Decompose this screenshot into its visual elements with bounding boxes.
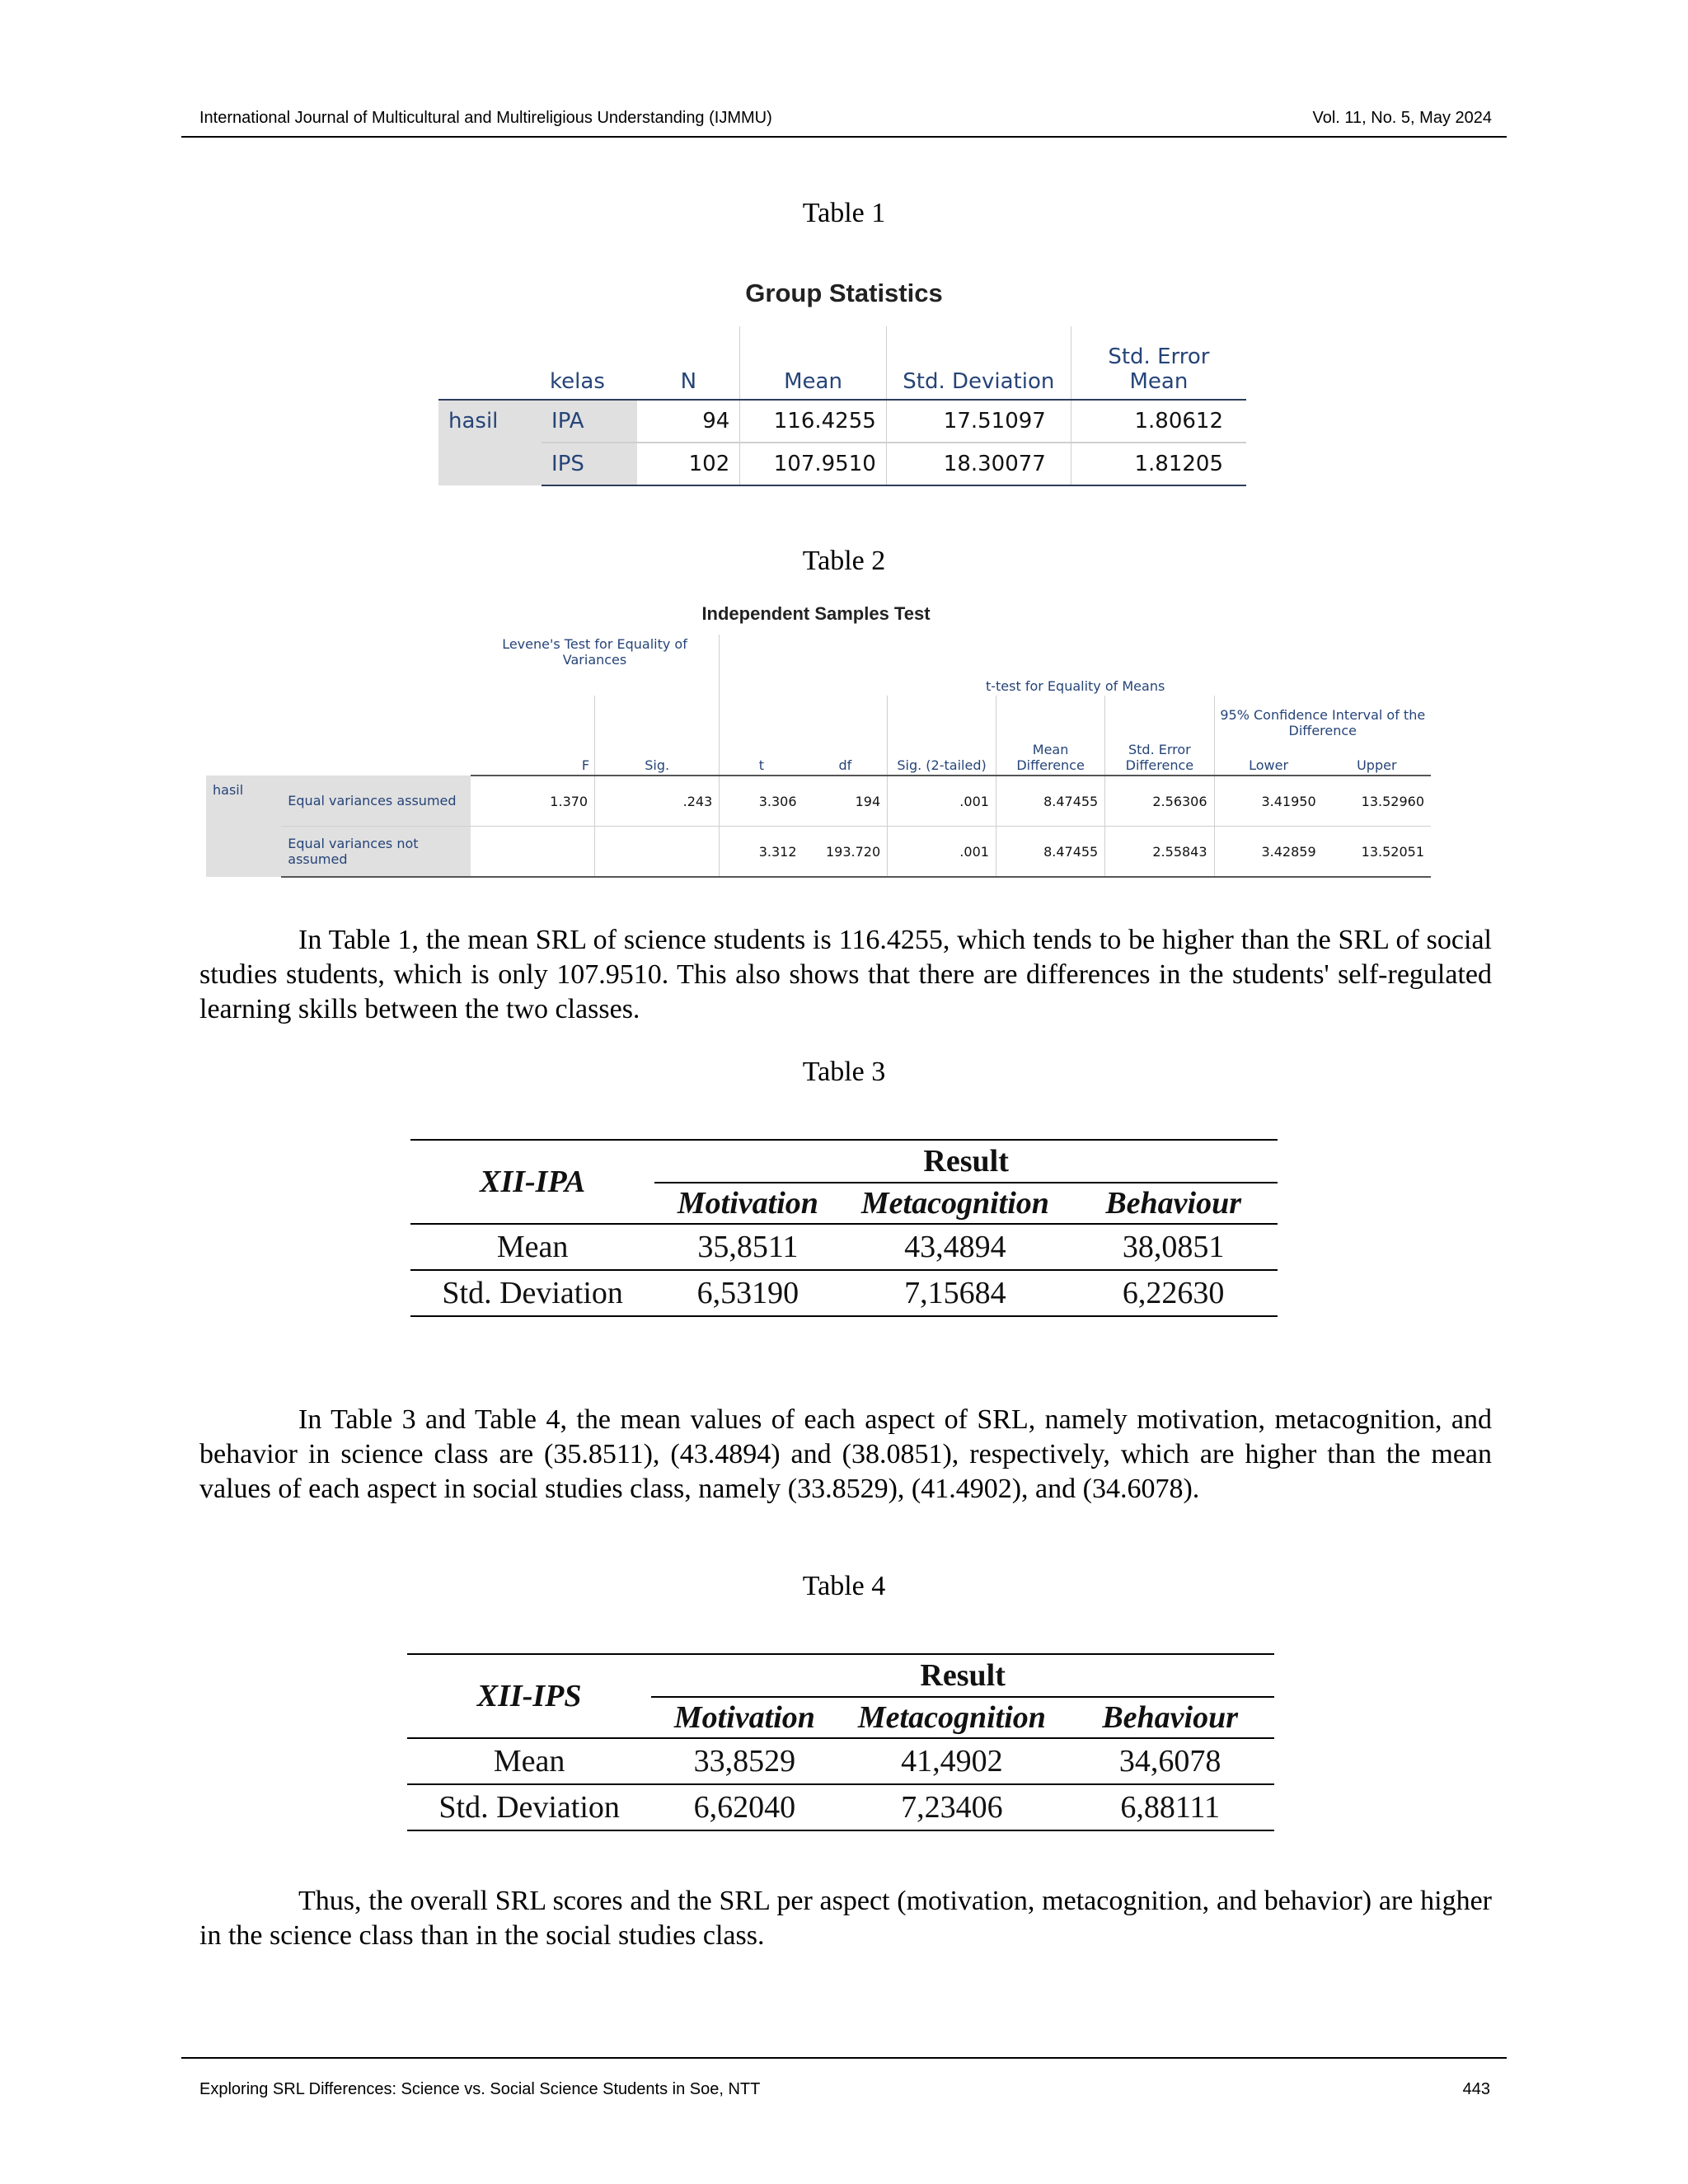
- cell-value: 7,23406: [837, 1784, 1066, 1830]
- cell-mean: 116.4255: [740, 400, 887, 443]
- cell-value: 35,8511: [654, 1224, 841, 1270]
- header-rule: [181, 136, 1507, 138]
- group-label: XII-IPA: [410, 1140, 654, 1224]
- col-std-error-difference: Std. Error Difference: [1105, 740, 1214, 776]
- cell-sig: .243: [595, 776, 720, 827]
- body-paragraph: Thus, the overall SRL scores and the SRL per aspect (motivation, metacognition, and behavior) are higher in the science class than in the social studies class.: [199, 1886, 1492, 1951]
- independent-samples-title: Independent Samples Test: [701, 603, 931, 624]
- col-t: t: [720, 740, 804, 776]
- table-row: [206, 827, 1431, 878]
- col-lower: Lower: [1214, 740, 1323, 776]
- running-header: [181, 105, 1507, 138]
- row-label: Equal variances assumed: [281, 776, 470, 827]
- table-header-row: [206, 635, 1431, 696]
- page-number: 443: [1462, 2080, 1490, 2098]
- footer-rule: [181, 2057, 1507, 2059]
- col-std-deviation: Std. Deviation: [886, 326, 1071, 400]
- levene-header: Levene's Test for Equality of Variances: [502, 636, 687, 668]
- cell-sed: 2.56306: [1105, 776, 1214, 827]
- result-table-ipa: [410, 1139, 1278, 1317]
- journal-title: International Journal of Multicultural and Multireligious Understanding (IJMMU): [199, 109, 772, 127]
- corner-cell: [438, 326, 542, 400]
- table2-caption: Table 2: [802, 546, 886, 576]
- group-label: hasil: [206, 776, 281, 877]
- cell-value: 6,62040: [651, 1784, 837, 1830]
- body-paragraph: In Table 1, the mean SRL of science students is 116.4255, which tends to be higher than the SRL of social studies students, which is only 107.9510. This also shows that there are differences in the students' self-regulated learning skills between the two classes.: [199, 925, 1492, 1024]
- cell-se: 1.81205: [1071, 443, 1246, 485]
- cell-se: 1.80612: [1071, 400, 1246, 443]
- cell-value: 34,6078: [1066, 1738, 1274, 1784]
- col-behaviour: Behaviour: [1066, 1697, 1274, 1738]
- cell-mean: 107.9510: [740, 443, 887, 485]
- row-label: Mean: [407, 1738, 651, 1784]
- cell-value: 6,53190: [654, 1270, 841, 1316]
- col-motivation: Motivation: [654, 1183, 841, 1224]
- cell-df: 194: [804, 776, 888, 827]
- cell-f: 1.370: [471, 776, 595, 827]
- row-label: Std. Deviation: [410, 1270, 654, 1316]
- row-label: Equal variances not assumed: [281, 827, 470, 878]
- cell-n: 102: [637, 443, 739, 485]
- cell-f: [471, 827, 595, 878]
- group-label: XII-IPS: [407, 1654, 651, 1738]
- group-label: hasil: [438, 400, 542, 485]
- independent-samples-table: [206, 635, 1431, 878]
- row-label: IPA: [542, 400, 637, 443]
- table3-caption: Table 3: [802, 1057, 886, 1087]
- row-label: Std. Deviation: [407, 1784, 651, 1830]
- result-table-ips: [407, 1653, 1274, 1831]
- cell-t: 3.306: [720, 776, 804, 827]
- ci-header: 95% Confidence Interval of the Difference: [1214, 696, 1431, 740]
- col-df: df: [804, 740, 888, 776]
- running-footer: [199, 2080, 1490, 2099]
- table-row: [407, 1784, 1274, 1830]
- result-label: Result: [651, 1654, 1274, 1697]
- row-label: Mean: [410, 1224, 654, 1270]
- group-statistics-table: [438, 326, 1246, 486]
- cell-value: 38,0851: [1069, 1224, 1278, 1270]
- table-row: [410, 1224, 1278, 1270]
- col-mean-difference: Mean Difference: [996, 740, 1104, 776]
- cell-value: 7,15684: [841, 1270, 1069, 1316]
- cell-value: 43,4894: [841, 1224, 1069, 1270]
- col-metacognition: Metacognition: [841, 1183, 1069, 1224]
- col-std-error-mean: Std. Error Mean: [1071, 326, 1246, 400]
- cell-upper: 13.52960: [1323, 776, 1431, 827]
- cell-sd: 18.30077: [886, 443, 1071, 485]
- table-row: [438, 400, 1246, 443]
- table4-caption: Table 4: [802, 1571, 886, 1601]
- cell-n: 94: [637, 400, 739, 443]
- col-sig: Sig.: [595, 740, 720, 776]
- cell-t: 3.312: [720, 827, 804, 878]
- table-row: [206, 776, 1431, 827]
- cell-md: 8.47455: [996, 776, 1104, 827]
- col-metacognition: Metacognition: [837, 1697, 1066, 1738]
- result-label: Result: [654, 1140, 1278, 1183]
- table1-caption: Table 1: [802, 198, 886, 228]
- cell-sig2: .001: [888, 827, 996, 878]
- cell-sd: 17.51097: [886, 400, 1071, 443]
- ttest-header: t-test for Equality of Means: [720, 635, 1431, 696]
- cell-value: 41,4902: [837, 1738, 1066, 1784]
- table-header-row: [438, 326, 1246, 400]
- col-mean: Mean: [740, 326, 887, 400]
- cell-md: 8.47455: [996, 827, 1104, 878]
- cell-value: 6,22630: [1069, 1270, 1278, 1316]
- group-statistics-title: Group Statistics: [745, 279, 943, 307]
- col-f: F: [471, 740, 595, 776]
- table-row: [407, 1738, 1274, 1784]
- footer-title: Exploring SRL Differences: Science vs. Social Science Students in Soe, NTT: [199, 2080, 761, 2098]
- cell-lower: 3.41950: [1214, 776, 1323, 827]
- issue-info: Vol. 11, No. 5, May 2024: [1312, 109, 1492, 127]
- table-row: [438, 443, 1246, 485]
- cell-df: 193.720: [804, 827, 888, 878]
- cell-upper: 13.52051: [1323, 827, 1431, 878]
- col-upper: Upper: [1323, 740, 1431, 776]
- cell-value: 6,88111: [1066, 1784, 1274, 1830]
- cell-sig2: .001: [888, 776, 996, 827]
- table-header-row: [407, 1654, 1274, 1697]
- cell-value: 33,8529: [651, 1738, 837, 1784]
- cell-lower: 3.42859: [1214, 827, 1323, 878]
- table-row: [410, 1270, 1278, 1316]
- col-n: N: [637, 326, 739, 400]
- col-kelas: kelas: [542, 326, 637, 400]
- cell-sig: [595, 827, 720, 878]
- row-label: IPS: [542, 443, 637, 485]
- cell-sed: 2.55843: [1105, 827, 1214, 878]
- table-header-row: [410, 1140, 1278, 1183]
- col-sig2: Sig. (2-tailed): [888, 740, 996, 776]
- col-behaviour: Behaviour: [1069, 1183, 1278, 1224]
- body-paragraph: In Table 3 and Table 4, the mean values of each aspect of SRL, namely motivation, metacognition, and behavior in science class are (35.8511), (43.4894) and (38.0851), respectively, which are higher than the mean values of each aspect in social studies class, namely (33.8529), (41.4902), and (34.6078).: [199, 1404, 1492, 1504]
- col-motivation: Motivation: [651, 1697, 837, 1738]
